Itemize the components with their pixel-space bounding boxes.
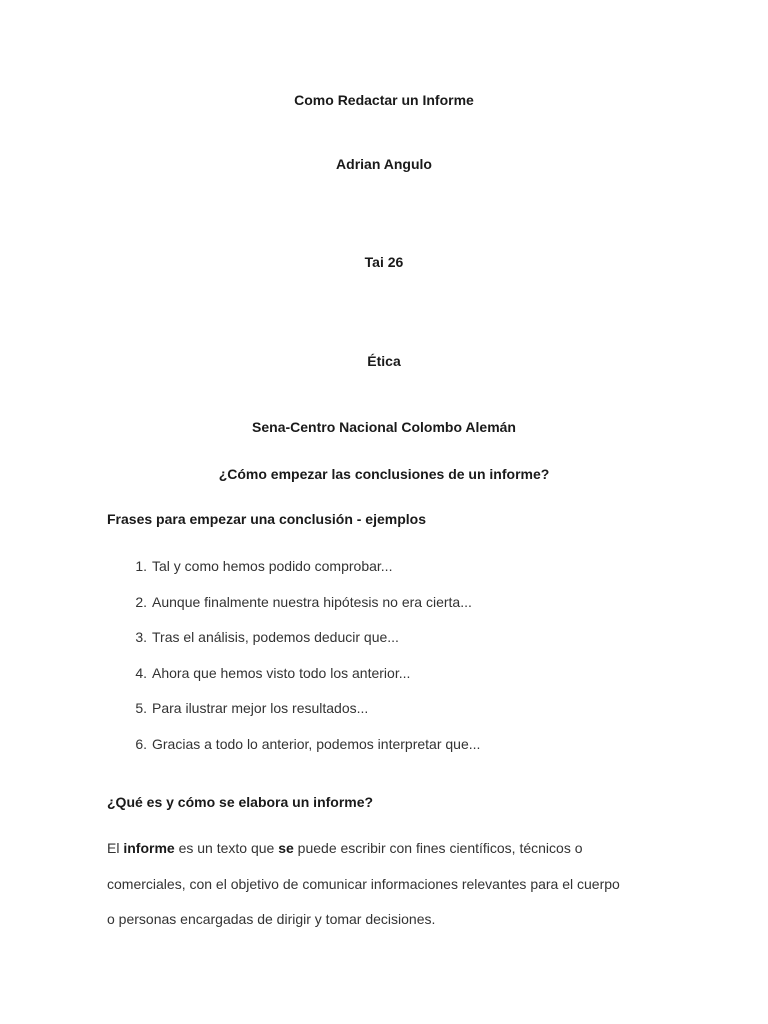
group-name: Tai 26: [364, 254, 404, 270]
paragraph-text: El: [107, 840, 124, 856]
paragraph-text: es un texto que: [174, 840, 279, 856]
institution-name: Sena-Centro Nacional Colombo Alemán: [252, 419, 516, 435]
author-name: Adrian Angulo: [336, 156, 432, 172]
list-item-text: Gracias a todo lo anterior, podemos interpretar que...: [152, 735, 481, 752]
paragraph-bold-term: informe: [123, 840, 175, 856]
list-item-number: 5.: [135, 700, 147, 717]
list-item: [107, 698, 480, 734]
list-item: [107, 663, 480, 699]
phrases-heading: Frases para empezar una conclusión - ejemplos: [107, 511, 426, 527]
paragraph-line-3: o personas encargadas de dirigir y tomar decisiones.: [107, 911, 436, 927]
list-item-number: 2.: [135, 593, 147, 610]
list-item-text: Aunque finalmente nuestra hipótesis no era cierta...: [152, 593, 472, 610]
list-item-text: Tras el análisis, podemos deducir que...: [152, 629, 399, 646]
question-what-is-report-heading: ¿Qué es y cómo se elabora un informe?: [107, 794, 374, 810]
conclusion-phrases-list: [107, 556, 480, 770]
paragraph-text: puede escribir con fines científicos, técnicos o: [293, 840, 583, 856]
list-item: [107, 627, 480, 663]
list-item-number: 6.: [135, 735, 147, 752]
paragraph-line-2: comerciales, con el objetivo de comunicar informaciones relevantes para el cuerpo: [107, 876, 620, 892]
list-item-number: 4.: [135, 664, 147, 681]
paragraph-line-1: [107, 838, 677, 858]
list-item: [107, 556, 480, 592]
list-item-number: 1.: [135, 558, 147, 574]
list-item-number: 3.: [135, 629, 147, 646]
paragraph-bold-term: se: [278, 840, 294, 856]
question-conclusions-heading: ¿Cómo empezar las conclusiones de un informe?: [218, 466, 550, 482]
list-item: [107, 734, 480, 770]
subject-name: Ética: [367, 353, 401, 369]
list-item: [107, 592, 480, 628]
document-title: Como Redactar un Informe: [294, 92, 474, 108]
list-item-text: Para ilustrar mejor los resultados...: [152, 700, 369, 717]
list-item-text: Ahora que hemos visto todo los anterior...: [152, 664, 411, 681]
list-item-text: Tal y como hemos podido comprobar...: [152, 558, 393, 574]
